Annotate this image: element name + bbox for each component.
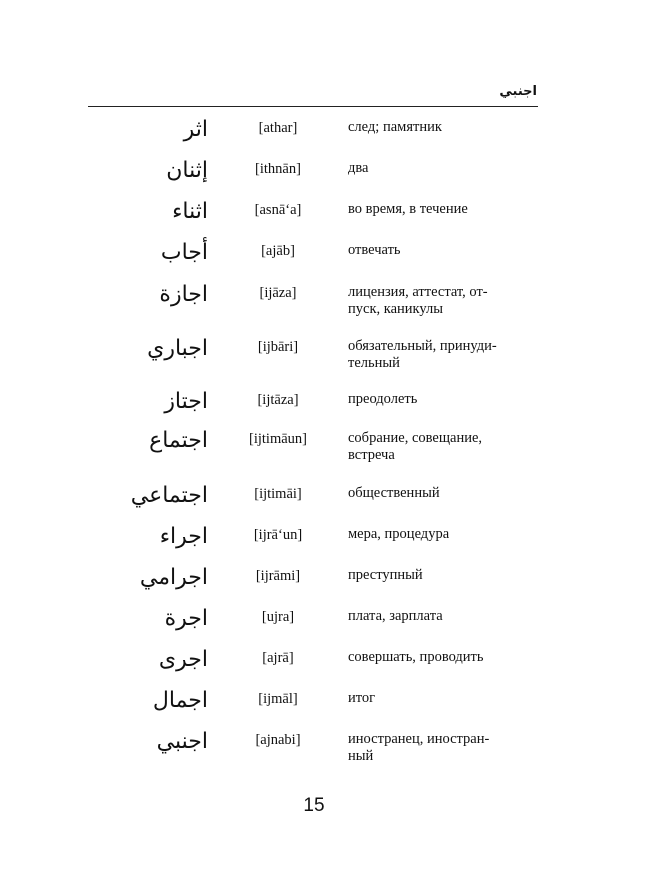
translation-line: иностранец, иностран- — [348, 731, 490, 747]
running-head: اجنبي — [499, 84, 537, 99]
transliteration: [ajnabi] — [255, 732, 301, 748]
arabic-word: اجرامي — [139, 565, 208, 590]
arabic-word: اجتاز — [164, 389, 208, 414]
translation-line: обязательный, принуди- — [348, 338, 497, 354]
translation-line: пуск, каникулы — [348, 301, 443, 317]
translation-line: тельный — [348, 355, 400, 371]
russian-translation — [348, 201, 533, 218]
transliteration: [ajrā] — [262, 650, 294, 666]
transliteration: [ijrā‘un] — [253, 527, 303, 543]
transliteration: [ijmāl] — [258, 691, 298, 707]
translation-line: след; памятник — [348, 119, 442, 135]
translation-line: совершать, проводить — [348, 649, 484, 665]
arabic-word: اجرى — [158, 647, 208, 672]
russian-translation — [348, 119, 533, 136]
arabic-word: إثنان — [166, 158, 208, 183]
arabic-word: اجتماع — [149, 428, 208, 453]
translation-line: плата, зарплата — [348, 608, 443, 624]
translation-line: лицензия, аттестат, от- — [348, 284, 488, 300]
transliteration: [ijtimāi] — [254, 486, 302, 502]
russian-translation — [348, 485, 533, 502]
translation-line: два — [348, 160, 369, 176]
page-number: 15 — [303, 795, 325, 816]
transliteration: [ujra] — [261, 609, 295, 625]
transliteration: [ijāza] — [259, 285, 297, 301]
transliteration: [ijbāri] — [257, 339, 299, 355]
translation-line: ный — [348, 748, 374, 764]
russian-translation — [348, 242, 533, 259]
russian-translation — [348, 160, 533, 177]
transliteration: [asnā‘a] — [254, 202, 302, 218]
transliteration: [ithnān] — [255, 161, 301, 177]
translation-line: отвечать — [348, 242, 401, 258]
russian-translation — [348, 649, 533, 666]
translation-line: итог — [348, 690, 376, 706]
arabic-word: اثر — [183, 117, 208, 142]
transliteration: [ajāb] — [261, 243, 295, 259]
russian-translation — [348, 567, 533, 584]
russian-translation — [348, 284, 533, 318]
arabic-word: اجراء — [159, 524, 208, 549]
arabic-word: اجباري — [147, 336, 208, 361]
translation-line: общественный — [348, 485, 440, 501]
translation-line: встреча — [348, 447, 395, 463]
arabic-word: اجتماعي — [130, 483, 208, 508]
arabic-word: اجرة — [164, 606, 208, 631]
russian-translation — [348, 391, 533, 408]
russian-translation — [348, 731, 533, 765]
transliteration: [ijtāza] — [257, 392, 299, 408]
arabic-word: أجاب — [160, 240, 208, 265]
russian-translation — [348, 526, 533, 543]
translation-line: преодолеть — [348, 391, 418, 407]
russian-translation — [348, 608, 533, 625]
transliteration: [athar] — [258, 120, 298, 136]
russian-translation — [348, 430, 533, 464]
translation-line: собрание, совещание, — [348, 430, 483, 446]
translation-line: преступный — [348, 567, 423, 583]
translation-line: во время, в течение — [348, 201, 468, 217]
arabic-word: اجازة — [159, 282, 208, 307]
arabic-word: اجنبي — [156, 729, 208, 754]
transliteration: [ijtimāun] — [249, 431, 307, 447]
russian-translation — [348, 690, 533, 707]
transliteration: [ijrāmi] — [255, 568, 301, 584]
arabic-word: اثناء — [172, 199, 208, 224]
arabic-word: اجمال — [152, 688, 208, 713]
russian-translation — [348, 338, 533, 372]
translation-line: мера, процедура — [348, 526, 450, 542]
